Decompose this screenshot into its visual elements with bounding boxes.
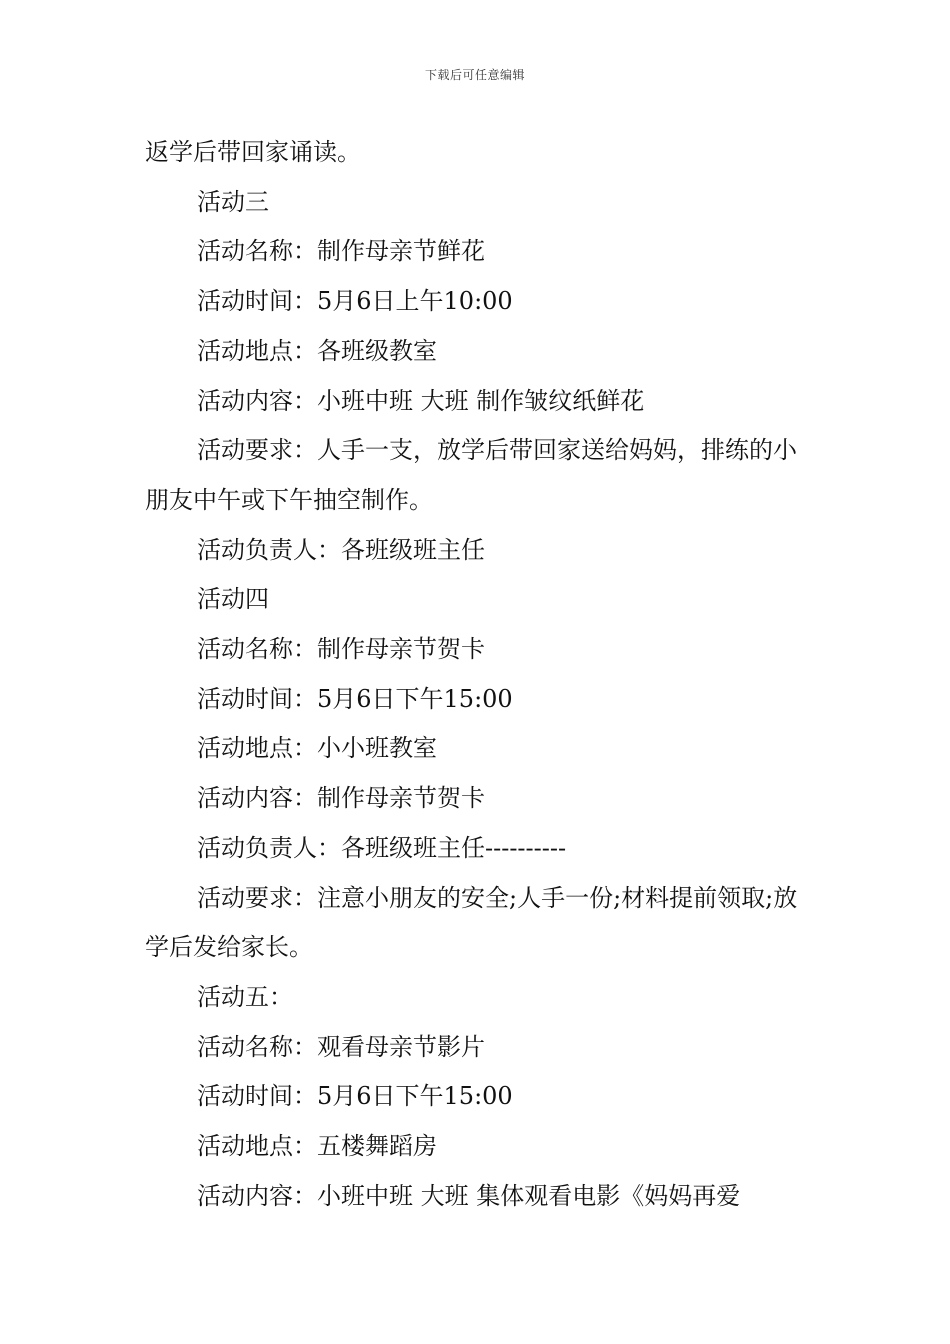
activity-four-heading: 活动四 [197,585,269,614]
activity-three-content: 活动内容：小班中班 大班 制作皱纹纸鲜花 [197,386,645,415]
paragraph-intro-tail: 返学后带回家诵读。 [145,138,361,166]
activity-three-requirements: 活动要求：人手一支，放学后带回家送给妈妈，排练的小朋友中午或下午抽空制作。 [145,436,797,514]
page-header-note: 下载后可任意编辑 [424,68,525,82]
activity-four-requirements: 活动要求：注意小朋友的安全;人手一份;材料提前领取;放学后发给家长。 [145,883,798,962]
activity-four-location: 活动地点：小小班教室 [197,734,437,763]
activity-three-location: 活动地点：各班级教室 [197,336,437,365]
activity-four-content: 活动内容：制作母亲节贺卡 [197,784,485,813]
activity-four-responsible: 活动负责人：各班级班主任---------- [197,833,567,862]
activity-four-name: 活动名称：制作母亲节贺卡 [197,635,485,664]
activity-three-heading: 活动三 [197,187,269,216]
activity-three-time: 活动时间：5月6日上午10:00 [197,287,513,316]
activity-five-name: 活动名称：观看母亲节影片 [197,1032,485,1061]
activity-four-time: 活动时间：5月6日下午15:00 [197,684,513,713]
activity-three-name: 活动名称：制作母亲节鲜花 [197,237,485,266]
document-body [145,128,810,1221]
activity-five-time: 活动时间：5月6日下午15:00 [197,1082,513,1111]
activity-five-content: 活动内容：小班中班 大班 集体观看电影《妈妈再爱 [197,1181,741,1210]
activity-three-responsible: 活动负责人：各班级班主任 [197,535,485,564]
activity-five-location: 活动地点：五楼舞蹈房 [197,1132,437,1161]
activity-five-heading: 活动五： [197,982,293,1011]
